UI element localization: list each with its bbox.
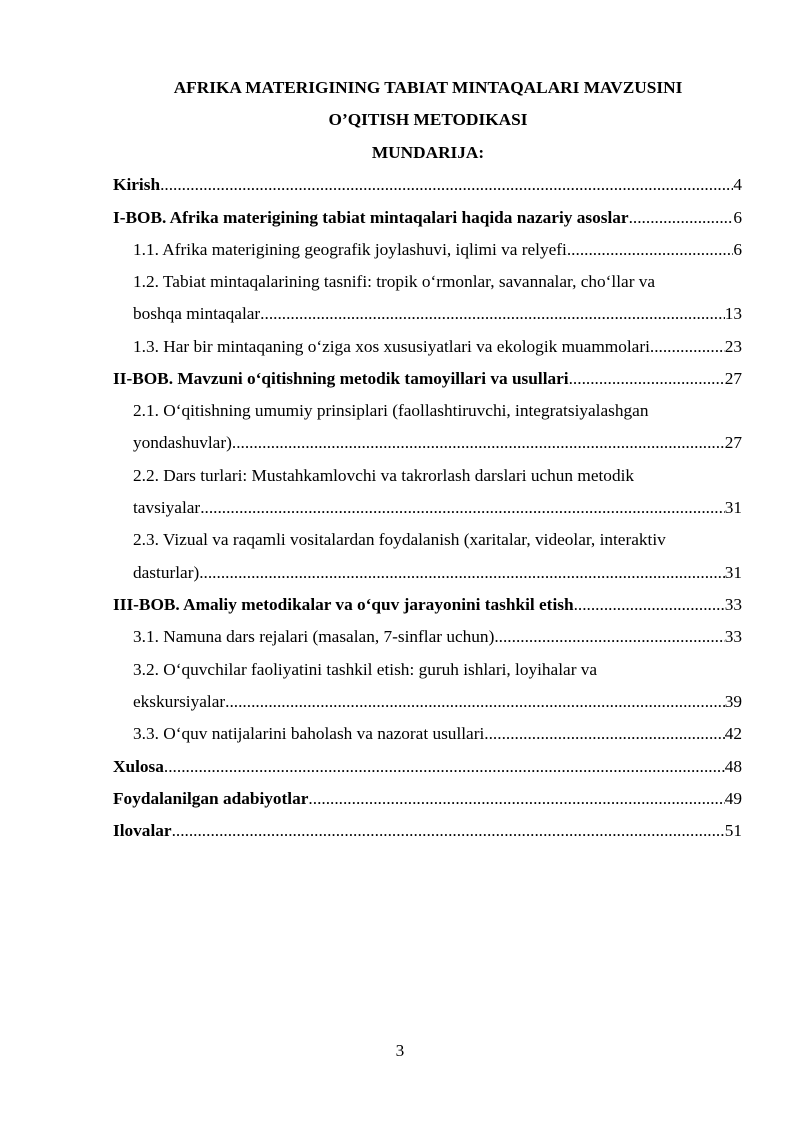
toc-entry-page: 6	[733, 208, 742, 227]
toc-leader-dots	[200, 497, 725, 519]
toc-entry-page: 6	[733, 240, 742, 259]
toc-entry-ilovalar[interactable]	[113, 820, 742, 842]
toc-entry-1-2-line-1[interactable]: 1.2. Tabiat mintaqalarining tasnifi: tropik o‘rmonlar, savannalar, cho‘llar va	[133, 272, 656, 291]
toc-entry-label: boshqa mintaqalar	[133, 304, 261, 323]
toc-entry-label: 1.3. Har bir mintaqaning o‘ziga xos xususiyatlari va ekologik muammolari	[133, 337, 650, 356]
toc-entry-3-2-line-1[interactable]: 3.2. O‘quvchilar faoliyatini tashkil etish: guruh ishlari, loyihalar va	[133, 660, 598, 679]
toc-entry-3-2[interactable]	[133, 691, 742, 713]
toc-entry-page: 33	[724, 595, 742, 614]
toc-entry-label: ekskursiyalar	[133, 692, 226, 711]
toc-entry-bob-2[interactable]	[113, 368, 742, 390]
toc-leader-dots	[629, 207, 734, 229]
toc-entry-page: 4	[733, 175, 742, 194]
toc-entry-page: 27	[724, 433, 742, 452]
toc-entry-page: 33	[724, 627, 742, 646]
toc-leader-dots	[160, 174, 733, 196]
toc-leader-dots	[225, 691, 725, 713]
toc-entry-1-2[interactable]	[133, 303, 742, 325]
toc-entry-label: I-BOB. Afrika materigining tabiat mintaqalari haqida nazariy asoslar	[113, 208, 629, 227]
toc-entry-1-3[interactable]	[133, 336, 742, 358]
toc-entry-label: 3.3. O‘quv natijalarini baholash va nazorat usullari	[133, 724, 485, 743]
toc-entry-1-1[interactable]	[133, 239, 742, 261]
toc-entry-2-3-line-1[interactable]: 2.3. Vizual va raqamli vositalardan foydalanish (xaritalar, videolar, interaktiv	[133, 530, 666, 549]
toc-entry-label: Foydalanilgan adabiyotlar	[113, 789, 309, 808]
toc-entry-kirish[interactable]	[113, 174, 742, 196]
toc-leader-dots	[260, 303, 725, 325]
toc-entry-label: 3.1. Namuna dars rejalari (masalan, 7-sinflar uchun)	[133, 627, 495, 646]
toc-entry-label: yondashuvlar)	[133, 433, 232, 452]
toc-entry-2-1-line-1[interactable]: 2.1. O‘qitishning umumiy prinsiplari (faollashtiruvchi, integratsiyalashgan	[133, 401, 649, 420]
toc-entry-label: III-BOB. Amaliy metodikalar va o‘quv jarayonini tashkil etish	[113, 595, 574, 614]
toc-entry-page: 13	[724, 304, 742, 323]
toc-entry-label: Ilovalar	[113, 821, 172, 840]
toc-entry-label: dasturlar)	[133, 563, 200, 582]
document-title-line-1: AFRIKA MATERIGINING TABIAT MINTAQALARI MAVZUSINI	[173, 78, 683, 97]
toc-leader-dots	[567, 239, 734, 261]
toc-entry-label: Kirish	[113, 175, 161, 194]
toc-entry-page: 31	[724, 563, 742, 582]
document-title-line-2: O’QITISH METODIKASI	[328, 110, 528, 129]
toc-entry-2-2[interactable]	[133, 497, 742, 519]
page-number: 3	[395, 1041, 405, 1060]
toc-leader-dots	[484, 723, 724, 745]
toc-entry-page: 23	[724, 337, 742, 356]
toc-entry-page: 27	[724, 369, 742, 388]
toc-entry-page: 51	[724, 821, 742, 840]
toc-entry-adabiyotlar[interactable]	[113, 788, 742, 810]
toc-entry-label: II-BOB. Mavzuni o‘qitishning metodik tamoyillari va usullari	[113, 369, 569, 388]
toc-heading: MUNDARIJA:	[371, 143, 485, 162]
toc-entry-bob-1[interactable]	[113, 207, 742, 229]
toc-leader-dots	[199, 562, 725, 584]
toc-entry-page: 39	[724, 692, 742, 711]
toc-entry-label: 1.1. Afrika materigining geografik joylashuvi, iqlimi va relyefi	[133, 240, 567, 259]
toc-entry-page: 42	[724, 724, 742, 743]
toc-entry-2-2-line-1[interactable]: 2.2. Dars turlari: Mustahkamlovchi va takrorlash darslari uchun metodik	[133, 466, 635, 485]
toc-entry-3-1[interactable]	[133, 626, 742, 648]
toc-entry-page: 48	[724, 757, 742, 776]
toc-leader-dots	[232, 432, 725, 454]
toc-entry-page: 31	[724, 498, 742, 517]
toc-leader-dots	[650, 336, 725, 358]
toc-entry-bob-3[interactable]	[113, 594, 742, 616]
toc-leader-dots	[164, 756, 725, 778]
toc-entry-label: tavsiyalar	[133, 498, 201, 517]
toc-leader-dots	[574, 594, 725, 616]
toc-leader-dots	[569, 368, 725, 390]
toc-entry-page: 49	[724, 789, 742, 808]
toc-entry-2-1[interactable]	[133, 432, 742, 454]
toc-leader-dots	[172, 820, 725, 842]
toc-entry-label: Xulosa	[113, 757, 164, 776]
toc-entry-xulosa[interactable]	[113, 756, 742, 778]
toc-entry-3-3[interactable]	[133, 723, 742, 745]
toc-leader-dots	[308, 788, 724, 810]
toc-entry-2-3[interactable]	[133, 562, 742, 584]
toc-leader-dots	[494, 626, 724, 648]
